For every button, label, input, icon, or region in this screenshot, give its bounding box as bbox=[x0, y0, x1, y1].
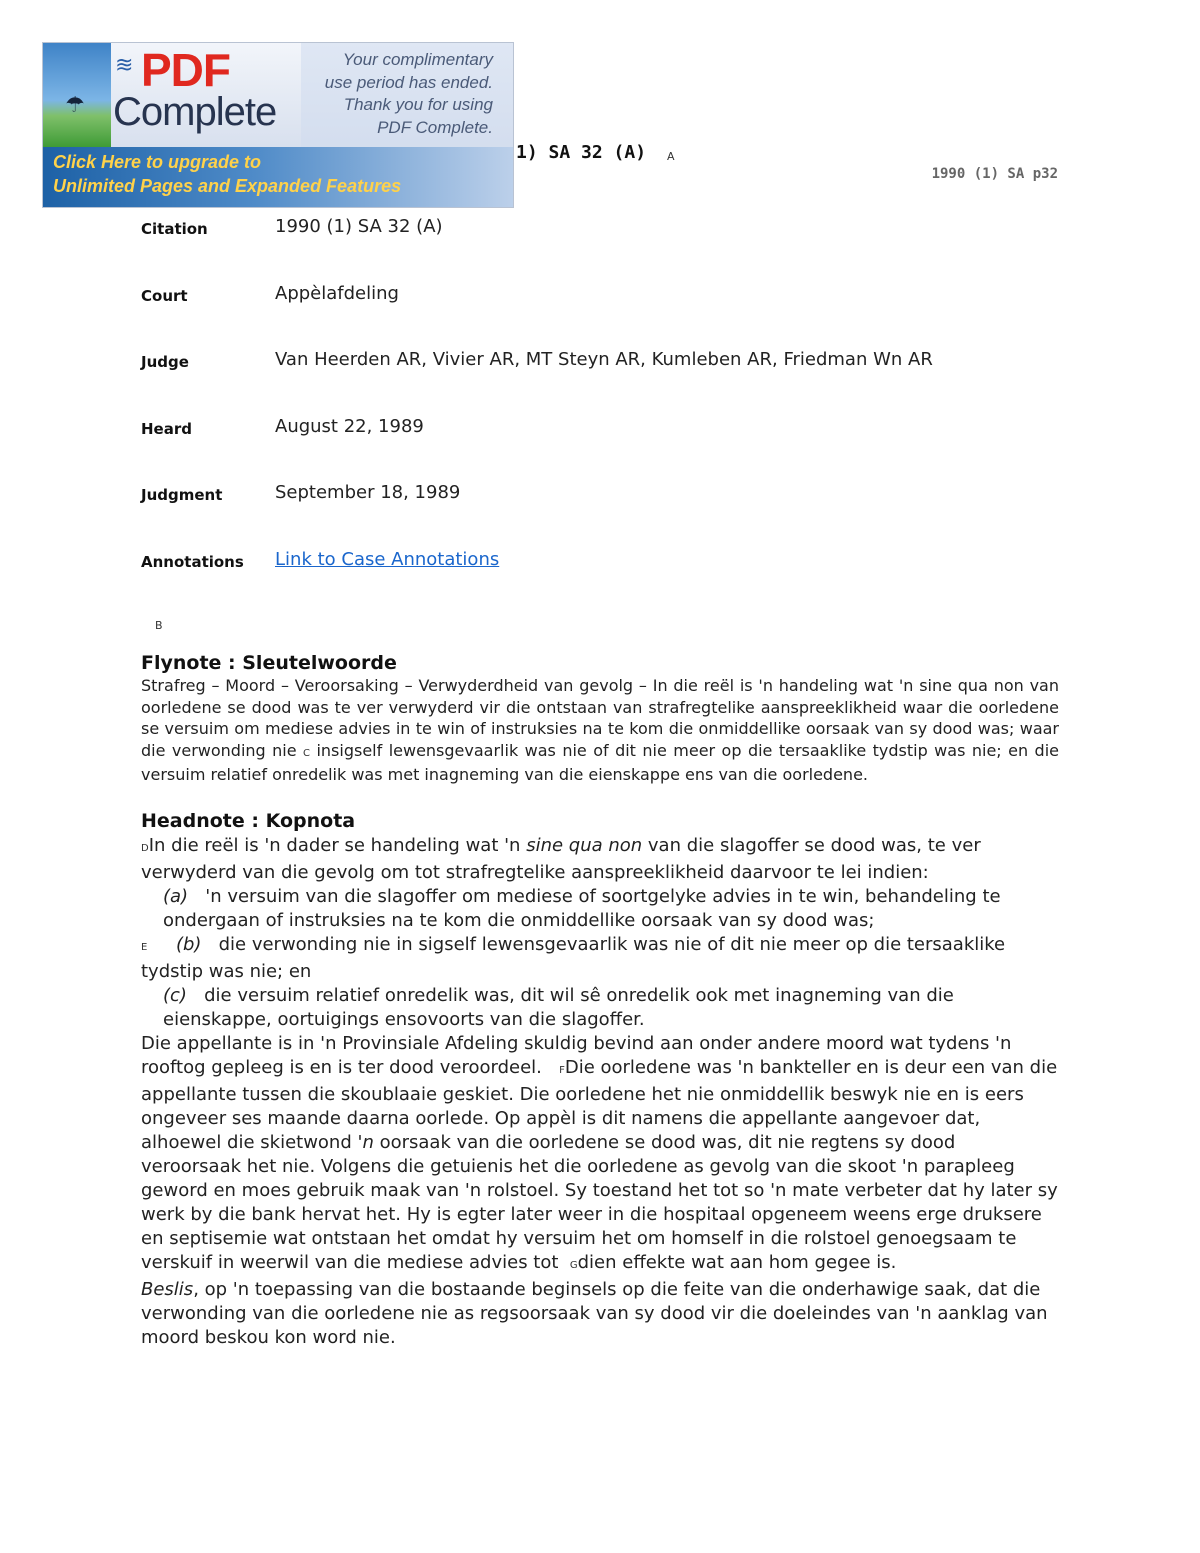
judge-label: Judge bbox=[141, 353, 189, 371]
headnote-p2-start: Die appellante is in 'n Provinsiale Afdeling skuldig bevind aan onder andere moord wat tydens 'n rooftog gepleeg is en is ter dood veroordeel. bbox=[141, 1033, 1012, 1078]
headnote-item-a bbox=[141, 885, 1059, 933]
heard-label: Heard bbox=[141, 420, 192, 438]
headnote-p2-italic: 'n bbox=[357, 1132, 374, 1153]
headnote-item-c bbox=[141, 984, 1059, 1032]
judgment-value: September 18, 1989 bbox=[275, 482, 461, 503]
headnote-p2-end: oorsaak van die oorledene se dood was, dit nie regtens sy dood veroorsaak het nie. Volgens die getuienis het die oorledene as gevolg van die skoot 'n parapleeg geword en moes gebruik maak van 'n rolstoel. Sy toestand het tot so 'n mate verbeter dat hy later sy werk by die bank hervat het. Hy is egter later weer in die hospitaal opgeneem weens erge druksere en septisemie wat ontstaan het omdat hy versuim het om homself in die rolstoel genoegsaam te verskuif in weerwil van die mediese advies tot bbox=[141, 1132, 1058, 1273]
heard-value: August 22, 1989 bbox=[275, 416, 424, 437]
margin-letter-b: B bbox=[155, 619, 163, 632]
judge-value: Van Heerden AR, Vivier AR, MT Steyn AR, Kumleben AR, Friedman Wn AR bbox=[275, 349, 933, 370]
margin-letter-c: C bbox=[303, 747, 311, 759]
flynote-title: Flynote : Sleutelwoorde bbox=[141, 652, 397, 674]
umbrella-figure-icon: ☂ bbox=[65, 93, 85, 118]
court-value: Appèlafdeling bbox=[275, 283, 399, 304]
banner-message-line: Thank you for using bbox=[343, 95, 493, 114]
flynote-text bbox=[141, 675, 1059, 786]
margin-letter-g: G bbox=[569, 1260, 578, 1271]
item-a-text: 'n versuim van die slagoffer om mediese of soortgelyke advies in te win, behandeling te ondergaan of instruksies na te kom die onmiddellike oorsaak van sy dood was; bbox=[163, 886, 1001, 931]
upgrade-button[interactable] bbox=[43, 147, 513, 208]
pdf-complete-logo bbox=[111, 43, 301, 147]
headnote-item-b bbox=[141, 933, 1059, 984]
annotations-label: Annotations bbox=[141, 553, 244, 571]
flynote-part-2: insigself lewensgevaarlik was nie of dit nie meer op die tersaaklike tydstip was nie; en die versuim relatief onredelik was met inagneming van die eienskappe ens van die oorledene. bbox=[141, 740, 1059, 784]
judgment-label: Judgment bbox=[141, 486, 223, 504]
item-a-label: (a) bbox=[163, 886, 189, 907]
logo-pdf-text: PDF bbox=[141, 44, 230, 96]
headnote-p1-end: van die slagoffer se dood was, te ver verwyderd van die gevolg om tot strafregtelike aanspreeklikheid daarvoor te lei indien: bbox=[141, 835, 981, 883]
court-label: Court bbox=[141, 287, 188, 305]
headnote-p3-italic: Beslis bbox=[141, 1279, 194, 1300]
case-title: 1) SA 32 (A) bbox=[516, 142, 647, 163]
headnote-p1-start: In die reël is 'n dader se handeling wat 'n bbox=[148, 835, 527, 856]
headnote-p1-italic: sine qua non bbox=[526, 835, 643, 856]
margin-letter-f: F bbox=[559, 1065, 565, 1076]
margin-letter-e: E bbox=[141, 942, 148, 953]
banner-message-line: PDF Complete. bbox=[377, 117, 493, 137]
layers-icon: ≋ bbox=[115, 53, 134, 78]
headnote-p3-text: , op 'n toepassing van die bostaande beginsels op die feite van die onderhawige saak, dat die verwonding van die oorledene nie as regsoorsaak van sy dood vir die doeleindes van 'n aanklag van moord beskou kon word nie. bbox=[141, 1279, 1048, 1348]
page-reference: 1990 (1) SA p32 bbox=[931, 166, 1058, 182]
margin-letter-a: A bbox=[667, 150, 675, 163]
item-b-label: (b) bbox=[175, 934, 202, 955]
citation-value: 1990 (1) SA 32 (A) bbox=[275, 216, 443, 237]
upgrade-line-2[interactable]: Unlimited Pages and Expanded Features bbox=[53, 176, 402, 196]
item-c-label: (c) bbox=[163, 985, 187, 1006]
item-b-text: die verwonding nie in sigself lewensgevaarlik was nie of dit nie meer op die tersaaklike tydstip was nie; en bbox=[141, 934, 1006, 982]
banner-message-line: use period has ended. bbox=[324, 72, 493, 92]
logo-complete-text: Complete bbox=[113, 90, 277, 134]
headnote-paragraph-2 bbox=[141, 1032, 1059, 1278]
headnote-p2-mid: Die oorledene was 'n bankteller en is deur een van die appellante tussen die skoublaaie geskiet. Die oorledene het nie onmiddellik beswyk nie en is eers ongeveer ses maande daarna oorlede. Op appèl is dit namens die appellante aangevoer dat, alhoewel die skietwond bbox=[141, 1057, 1058, 1153]
banner-photo bbox=[43, 43, 111, 147]
headnote-p2-tail: dien effekte wat aan hom gegee is. bbox=[577, 1252, 897, 1273]
case-annotations-link[interactable]: Link to Case Annotations bbox=[275, 549, 500, 570]
headnote-title: Headnote : Kopnota bbox=[141, 810, 356, 832]
item-c-text: die versuim relatief onredelik was, dit wil sê onredelik ook met inagneming van die eienskappe, oortuigings ensovoorts van die slagoffer. bbox=[163, 985, 954, 1030]
banner-message bbox=[283, 49, 493, 139]
headnote-text bbox=[141, 834, 1059, 1350]
banner-message-line: Your complimentary bbox=[342, 50, 493, 69]
flynote-part-1: Strafreg – Moord – Veroorsaking – Verwyderdheid van gevolg – In die reël is 'n handeling wat 'n sine qua non van oorledene se dood was te ver verwyderd vir die ontstaan van strafregtelike aanspreeklikheid waar die oorledene se versuim om mediese advies in te win of instruksies na te kom die onmiddellike oorsaak van sy dood was; waar die verwonding nie bbox=[141, 676, 1059, 760]
margin-letter-d: D bbox=[141, 843, 149, 854]
pdf-complete-banner[interactable] bbox=[42, 42, 514, 208]
headnote-paragraph-1 bbox=[141, 834, 1059, 885]
headnote-paragraph-3 bbox=[141, 1278, 1059, 1350]
upgrade-line-1[interactable]: Click Here to upgrade to bbox=[53, 152, 262, 172]
citation-label: Citation bbox=[141, 220, 208, 238]
